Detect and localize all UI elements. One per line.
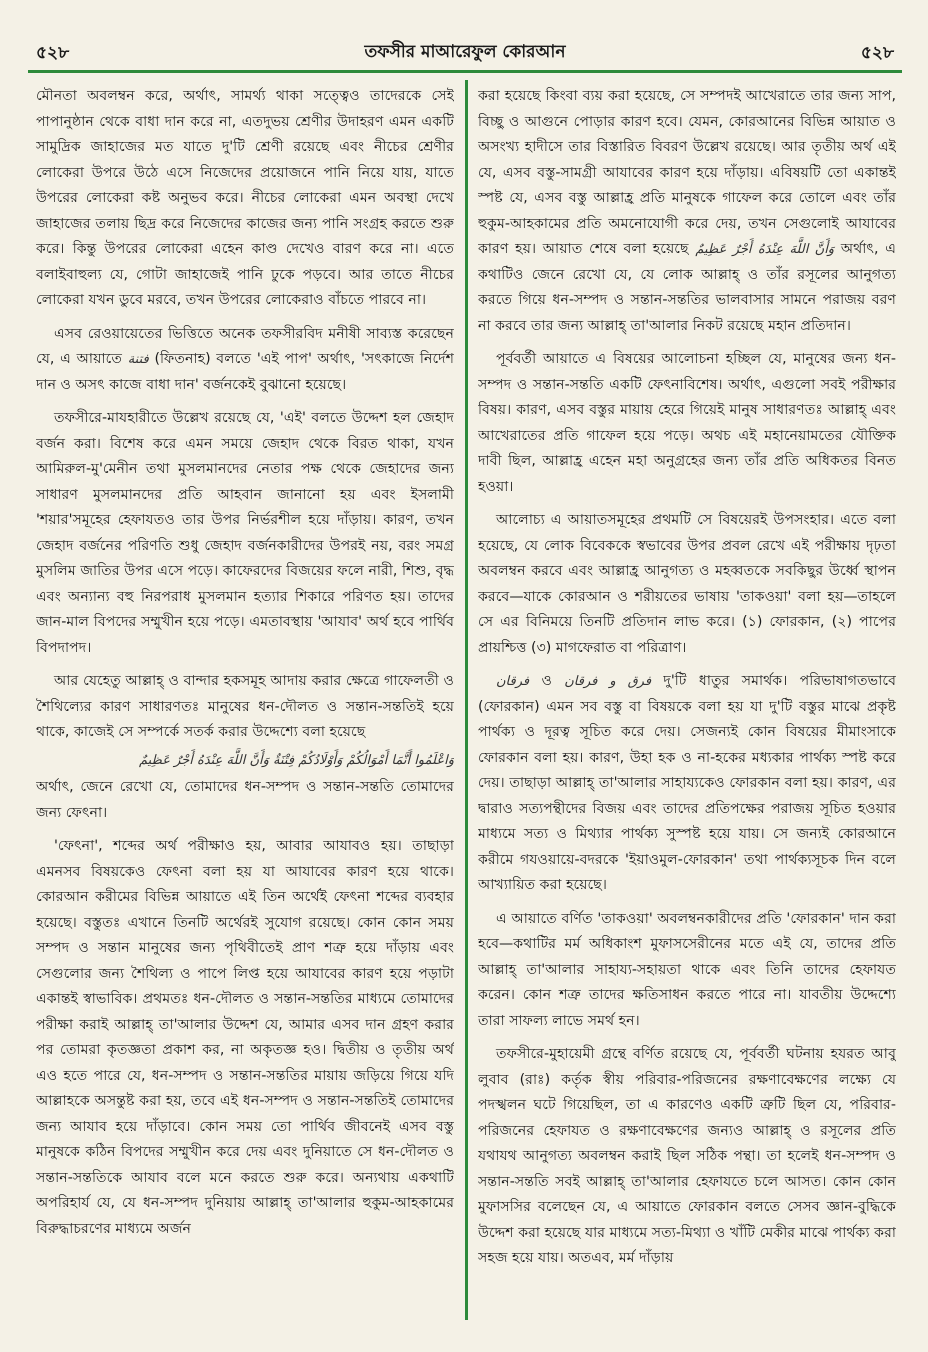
column-divider [465, 80, 468, 1320]
arabic-term: فتنة [127, 352, 149, 367]
page-title: তফসীর মাআরেফুল কোরআন [364, 42, 566, 62]
arabic-verse: وَأَنَّ اللَّهَ عِنْدَهُ أَجْرٌ عَظِيمٌ [695, 242, 835, 257]
left-column [36, 84, 454, 1320]
page-number-left: ৫২৮ [36, 43, 70, 63]
arabic-verse: وَاعْلَمُوا أَنَّمَا أَمْوَالُكُمْ وَأَوْلَادُكُمْ فِتْنَةٌ وَأَنَّ اللَّهَ عِنْدَهُ أَجْرٌ عَظِيمٌ [138, 752, 454, 768]
paragraph: পূর্ববর্তী আয়াতে এ বিষয়ের আলোচনা হচ্ছিল যে, মানুষের জন্য ধন-সম্পদ ও সন্তান-সন্ততি একটি ফেৎনাবিশেষ। অর্থাৎ, এগুলো সবই পরীক্ষার বিষয়। কারণ, এসব বস্তুর মায়ায় হেরে গিয়েই মানুষ সাধারণতঃ আল্লাহ্ এবং আখেরাতের প্রতি গাফেল হয়ে পড়ে। অথচ এই মহানেয়ামতের যৌক্তিক দাবী ছিল, আল্লাহ্র এহেন মহা অনুগ্রহের জন্য তাঁর প্রতি অধিকতর বিনত হওয়া। [478, 351, 896, 495]
paragraph: তফসীরে-মুহায়েমী গ্রন্থে বর্ণিত রয়েছে যে, পূর্ববর্তী ঘটনায় হযরত আবু লুবাব (রাঃ) কর্তৃক স্বীয় পরিবার-পরিজনের রক্ষণাবেক্ষণের লক্ষ্যে যে পদস্খলন ঘটে গিয়েছিল, তা এ কারণেও একটি ত্রুটি ছিল যে, পরিবার-পরিজনের হেফাযত ও রক্ষণাবেক্ষণের জন্যও আল্লাহ্ ও রসূলের প্রতি যথাযথ আনুগত্য অবলম্বন করাই ছিল সঠিক পন্থা। তা হলেই ধন-সম্পদ ও সন্তান-সন্ততি সবই আল্লাহ্ তা'আলার হেফাযতে চলে আসত। কোন কোন মুফাসসির বলেছেন যে, এ আয়াতে ফোরকান বলতে সেসব জ্ঞান-বুদ্ধিকে উদ্দেশ করা হয়েছে যার মাধ্যমে সত্য-মিথ্যা ও খাঁটি মেকীর মাঝে পার্থক্য করা সহজ হয়ে যায়। অতএব, মর্ম দাঁড়ায় [478, 1046, 896, 1266]
paragraph: তফসীরে-মাযহারীতে উল্লেখ রয়েছে যে, 'এই' বলতে উদ্দেশ হল জেহাদ বর্জন করা। বিশেষ করে এমন সময়ে জেহাদ থেকে বিরত থাকা, যখন আমিরুল-মু'মেনীন তথা মুসলমানদের নেতার পক্ষ থেকে জেহাদের জন্য সাধারণ মুসলমানদের প্রতি আহবান জানানো হয় এবং ইসলামী 'শয়ার'সমূহের হেফাযতও তার উপর নির্ভরশীল হয়ে দাঁড়ায়। কারণ, তখন জেহাদ বর্জনের পরিণতি শুধু জেহাদ বর্জনকারীদের উপরই নয়, বরং সমগ্র মুসলিম জাতির উপর এসে পড়ে। কাফেরদের বিজয়ের ফলে নারী, শিশু, বৃদ্ধ এবং অন্যান্য বহু নিরপরাধ মুসলমান হত্যার শিকারে পরিণত হয়। তাদের জান-মাল বিপদের সম্মুখীন হয়ে পড়ে। এমতাবস্থায় 'আযাব' অর্থ হবে পার্থিব বিপদাপদ। [36, 410, 454, 656]
header-rule [28, 70, 902, 73]
paragraph: করা হয়েছে কিংবা ব্যয় করা হয়েছে, সে সম্পদই আখেরাতে তার জন্য সাপ, বিচ্ছু ও আগুনে পোড়ার কারণ হবে। যেমন, কোরআনের বিভিন্ন আয়াত ও অসংখ্য হাদীসে তার বিস্তারিত বিবরণ উল্লেখ রয়েছে। আর তৃতীয় অর্থ এই যে, এসব বস্তু-সামগ্রী আযাবের কারণ হয়ে দাঁড়ায়। এবিষয়টি তো একান্তই স্পষ্ট যে, এসব বস্তু আল্লাহ্র প্রতি মানুষকে গাফেল করে তোলে এবং তাঁর হুকুম-আহকামের প্রতি অমনোযোগী করে দেয়, তখন সেগুলোই আযাবের কারণ হয়। আয়াত শেষে বলা হয়েছে وَأَنَّ اللَّهَ عِنْدَهُ أَجْرٌ عَظِيمٌ অর্থাৎ, এ কথাটিও জেনে রেখো যে, যে লোক আল্লাহ্ ও তাঁর রসূলের আনুগত্য করতে গিয়ে ধন-সম্পদ ও সন্তান-সন্ততির ভালবাসার সামনে পরাজয় বরণ না করবে তার জন্য আল্লাহ্ তা'আলার নিকট রয়েছে মহান প্রতিদান। [478, 88, 896, 334]
paragraph: فرقان ও فرق و فرقان দু'টি ধাতুর সমার্থক। পরিভাষাগতভাবে (ফোরকান) এমন সব বস্তু বা বিষয়কে বলা হয় যা দু'টি বস্তুর মাঝে প্রকৃষ্ট পার্থক্য ও দূরত্ব সূচিত করে দেয়। সেজন্যই কোন বিষয়ের মীমাংসাকে ফোরকান বলা হয়। কারণ, উহা হক ও না-হকের মধ্যকার পার্থক্য স্পষ্ট করে দেয়। তাছাড়া আল্লাহ্ তা'আলার সাহায্যকেও ফোরকান বলা হয়। কারণ, এর দ্বারাও সত্যপন্থীদের বিজয় এবং তাদের প্রতিপক্ষের পরাজয় সূচিত হওয়ার মাধ্যমে সত্য ও মিথ্যার পার্থক্য সুস্পষ্ট হয়ে যায়। সে জন্যই কোরআনে করীমে গযওয়ায়ে-বদরকে 'ইয়াওমুল-ফোরকান' তথা পার্থক্যসূচক দিন বলে আখ্যায়িত করা হয়েছে। [478, 673, 896, 893]
page-number-right: ৫২৮ [860, 43, 894, 63]
paragraph: আর যেহেতু আল্লাহ্ ও বান্দার হকসমূহ আদায় করার ক্ষেত্রে গাফেলতী ও শৈথিল্যের কারণ সাধারণতঃ মানুষের ধন-দৌলত ও সন্তান-সন্ততিই হয়ে থাকে, কাজেই সে সম্পর্কে সতর্ক করার উদ্দেশ্যে বলা হয়েছে وَاعْلَمُوا أَنَّمَا أَمْوَالُكُمْ وَأَوْلَادُكُمْ فِتْنَةٌ وَأَنَّ اللَّهَ عِنْدَهُ أَجْرٌ عَظِيمٌ অর্থাৎ, জেনে রেখো যে, তোমাদের ধন-সম্পদ ও সন্তান-সন্ততি তোমাদের জন্য ফেৎনা। [36, 673, 454, 821]
right-column [478, 84, 896, 1320]
paragraph: এ আয়াতে বর্ণিত 'তাকওয়া' অবলম্বনকারীদের প্রতি 'ফোরকান' দান করা হবে—কথাটির মর্ম অধিকাংশ মুফাসসেরীনের মতে এই যে, তাদের প্রতি আল্লাহ্ তা'আলার সাহায্য-সহায়তা থাকে এবং তিনি তাদের হেফাযত করেন। কোন শত্রু তাদের ক্ষতিসাধন করতে পারে না। যাবতীয় উদ্দেশ্যে তারা সাফল্য লাভে সমর্থ হন। [478, 910, 896, 1029]
paragraph: আলোচ্য এ আয়াতসমূহের প্রথমটি সে বিষয়েরই উপসংহার। এতে বলা হয়েছে, যে লোক বিবেককে স্বভাবের উপর প্রবল রেখে এই পরীক্ষায় দৃঢ়তা অবলম্বন করবে এবং আল্লাহ্র আনুগত্য ও মহব্বতকে সবকিছুর উর্ধ্বে স্থাপন করবে—যাকে কোরআন ও শরীয়তের ভাষায় 'তাকওয়া' বলা হয়—তাহলে সে এর বিনিময়ে তিনটি প্রতিদান লাভ করে। (১) ফোরকান, (২) পাপের প্রায়শ্চিত্ত (৩) মাগফেরাত বা পরিত্রাণ। [478, 512, 896, 656]
arabic-term: فرق و فرقان [564, 674, 652, 689]
paragraph: এসব রেওয়ায়েতের ভিত্তিতে অনেক তফসীরবিদ মনীষী সাব্যস্ত করেছেন যে, এ আয়াতে فتنة (ফিতনাহ) বলতে 'এই পাপ' অর্থাৎ, 'সৎকাজে নির্দেশ দান ও অসৎ কাজে বাধা দান' বর্জনকেই বুঝানো হয়েছে। [36, 325, 454, 393]
arabic-term: فرقان [496, 674, 530, 689]
paragraph: 'ফেৎনা', শব্দের অর্থ পরীক্ষাও হয়, আবার আযাবও হয়। তাছাড়া এমনসব বিষয়কেও ফেৎনা বলা হয় যা আযাবের কারণ হয়ে থাকে। কোরআন করীমের বিভিন্ন আয়াতে এই তিন অর্থেই ফেৎনা শব্দের ব্যবহার হয়েছে। বস্তুতঃ এখানে তিনটি অর্থেরই সুযোগ রয়েছে। কোন কোন সময় সম্পদ ও সন্তান মানুষের জন্য পৃথিবীতেই প্রাণ শত্রু হয়ে দাঁড়ায় এবং সেগুলোর জন্য শৈথিল্য ও পাপে লিপ্ত হয়ে আযাবের কারণ হয়ে পড়াটা একান্তই স্বাভাবিক। প্রথমতঃ ধন-দৌলত ও সন্তান-সন্ততির মাধ্যমে তোমাদের পরীক্ষা করাই আল্লাহ্ তা'আলার উদ্দেশ যে, আমার এসব দান গ্রহণ করার পর তোমরা কৃতজ্ঞতা প্রকাশ কর, না অকৃতজ্ঞ হও। দ্বিতীয় ও তৃতীয় অর্থ এও হতে পারে যে, ধন-সম্পদ ও সন্তান-সন্ততির মায়ায় জড়িয়ে গিয়ে যদি আল্লাহকে অসন্তুষ্ট করা হয়, তবে এই ধন-সম্পদ ও সন্তান-সন্ততিই তোমাদের জন্য আযাব হয়ে দাঁড়াবে। কোন সময় তো পার্থিব জীবনেই এসব বস্তু মানুষকে কঠিন বিপদের সম্মুখীন করে দেয় এবং দুনিয়াতে সে ধন-দৌলত ও সন্তান-সন্ততিকে আযাব বলে মনে করতে শুরু করে। অন্যথায় একথাটি অপরিহার্য যে, যে ধন-সম্পদ দুনিয়ায় আল্লাহ্ তা'আলার হুকুম-আহকামের বিরুদ্ধাচরণের মাধ্যমে অর্জন [36, 838, 454, 1237]
paragraph: মৌনতা অবলম্বন করে, অর্থাৎ, সামর্থ্য থাকা সত্ত্বেও তাদেরকে সেই পাপানুষ্ঠান থেকে বাধা দান করে না, এতদুভয় শ্রেণীর উদাহরণ এমন একটি সামুদ্রিক জাহাজের মত যাতে দু'টি শ্রেণী রয়েছে এবং নীচের শ্রেণীর লোকেরা উপরে উঠে এসে নিজেদের প্রয়োজনে পানি নিয়ে যায়, যাতে উপরের লোকেরা কষ্ট অনুভব করে। নীচের লোকেরা এমন অবস্থা দেখে জাহাজের তলায় ছিদ্র করে নিজেদের কাজের জন্য পানি সংগ্রহ করতে শুরু করে। কিন্তু উপরের লোকেরা এহেন কাণ্ড দেখেও বারণ করে না। এতে বলাইবাহুল্য যে, গোটা জাহাজেই পানি ঢুকে পড়বে। আর তাতে নীচের লোকেরা যখন ডুবে মরবে, তখন উপরের লোকেরাও বাঁচতে পারবে না। [36, 88, 454, 308]
page-header [28, 36, 902, 66]
